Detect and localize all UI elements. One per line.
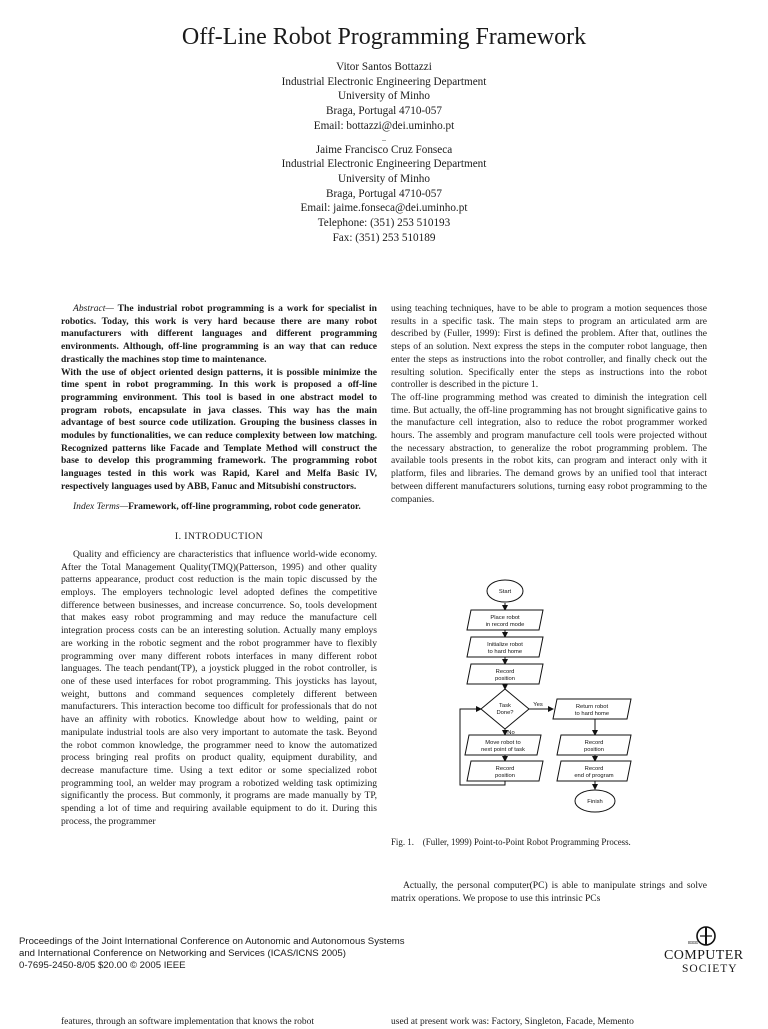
start-label: Start (498, 589, 512, 595)
ieee-text: IEEE (688, 940, 699, 945)
abstract: Abstract— The industrial robot programming is a work for specialist in robotics. Today, this work is very hard because there are many robot manufacturers with different languages and different programming environments. Although, off-line programming is an way that can reduce drastically the machines stop time to maintenance. (61, 303, 377, 365)
step-label: position (495, 676, 515, 682)
step-label: Initialize robot (487, 642, 523, 648)
author-block (0, 60, 768, 245)
right-paragraph-3: Actually, the personal computer(PC) is able to manipulate strings and solve matrix operations. We propose to use this intrinsic PCs (391, 880, 707, 904)
step-label: Record (495, 669, 515, 675)
author-university: University of Minho (338, 90, 430, 103)
figure-caption: Fig. 1. (Fuller, 1999) Point-to-Point Robot Programming Process. (391, 837, 631, 847)
decision-label: Done? (496, 710, 514, 716)
footer-line: Proceedings of the Joint International Conference on Autonomic and Autonomous Systems (19, 936, 405, 947)
step-label: Move robot to (485, 740, 521, 746)
step-label: to hard home (574, 711, 610, 717)
author-email: Email: bottazzi@dei.uminho.pt (313, 119, 455, 132)
yes-label: Yes (533, 702, 543, 708)
abstract-paragraph-1: The industrial robot programming is a work for specialist in robotics. Today, this work is very hard because there are many robot manufacturers with different languages and different programming environments. Although, off-line programming is an way that can reduce drastically the machines stop time to maintenance. (61, 303, 377, 365)
step-label: Return robot (575, 704, 609, 710)
step-label: to hard home (487, 649, 523, 655)
index-terms-text: Framework, off-line programming, robot code generator. (128, 500, 361, 512)
proceedings-footer (19, 936, 405, 972)
section-heading: I. INTRODUCTION (174, 531, 264, 543)
abstract-label: Abstract (73, 303, 106, 314)
step-label: next point of task (481, 747, 525, 753)
footer-copyright: 0-7695-2450-8/05 $20.00 © 2005 IEEE (19, 960, 186, 971)
abstract-paragraph-2: With the use of object oriented design patterns, it is possible minimize the time spent in robot programming. In this work is proposed a off-line programming environment. This tool is based in one abstract model to program robots, encapsulate in java classes. This way has the main advantage of best source code utilization. Grouping the business classes in modules by functionalities, we can reduce complexity between low matching. Recognized patterns like Facade and Template Method will construct the base to develop this programming framework. The programming robot languages tested in this work was Rapid, Karel and Melfa Basic IV, respectively languages used by ABB, Fanuc and Mitsubishi constructors. (61, 366, 377, 492)
step-label: in record mode (485, 622, 525, 628)
left-column (61, 303, 377, 828)
author-fax: Fax: (351) 253 510189 (332, 231, 436, 244)
decision-diamond (481, 689, 529, 729)
author-name: Jaime Francisco Cruz Fonseca (315, 143, 453, 156)
paper-title: Off-Line Robot Programming Framework (181, 24, 587, 50)
step-label: position (584, 747, 604, 753)
author-department: Industrial Electronic Engineering Department (281, 158, 487, 171)
decision-label: Task (499, 703, 511, 709)
finish-label: Finish (587, 799, 603, 805)
next-page-text-right: used at present work was: Factory, Singleton, Facade, Memento (391, 1017, 634, 1027)
logo-word-society: SOCIETY (682, 963, 738, 975)
author-separator: .. (382, 133, 386, 143)
ieee-emblem-icon (660, 924, 750, 950)
step-label: Record (495, 766, 515, 772)
index-terms-label: Index Terms (73, 500, 120, 512)
right-paragraph-2: The off-line programming method was created to diminish the integration cell time. But actually, the off-line programming has not brought significative gains to the manufacture cell integration, also to reduce the robot programmer worked hours. The assembly and program manufacture cell tools were projected without the necessary abstraction, to generalize the robot programming problem. The available tools presents in the robot kits, can program and interact only with it platform, files and libraries. The demand grows by an unified tool that interact between different manufacturers solutions, turning easy robot programming to the companies. (391, 391, 707, 505)
author-2 (0, 143, 768, 246)
author-1 (0, 60, 768, 134)
step-label: Place robot (490, 615, 520, 621)
footer-line: and International Conference on Networking and Services (ICAS/ICNS 2005) (19, 948, 346, 959)
no-label: No (507, 730, 515, 736)
author-address: Braga, Portugal 4710-057 (326, 105, 442, 118)
author-telephone: Telephone: (351) 253 510193 (317, 217, 451, 230)
step-label: position (495, 773, 515, 779)
computer-society-logo (660, 924, 750, 976)
flowchart-figure (455, 575, 675, 825)
logo-word-computer: COMPUTER (664, 948, 744, 963)
index-terms: Index Terms—Framework, off-line programming, robot code generator. (73, 500, 361, 512)
author-name: Vitor Santos Bottazzi (336, 61, 432, 73)
intro-paragraph: Quality and efficiency are characteristics that influence world-wide economy. After the Total Management Quality(TMQ)(Patterson, 1995) and other quality patterns appearance, product cost reduction is the main topic discussed by the employs. The employers technologic level adopted defines the competitive difference between businesses, and increase concurrence. So, tools development that makes easy robot programming and may reduce the manufacture cell integration process costs can be an interesting solution. Actually many employs are working in the robotic segment and the robot programmer have to flexibly programming over many different robots interfaces in many different robot languages. The teach pendant(TP), a joystick plugged in the robot controller, is one of these used interfaces for robot programming. This joysticks has layout, weight, buttons and command sequences completely different between manufacturers. This interaction become too difficult for professionals that do not have an affinity with robotics. Knowledge about how to welding, paint or manipulate industrial tools are also very important to automate the task. Beyond the robot common knowledge, the programmer need to know the automatized process bringing real profits on product quality, equipment durability, and decrease manufacture time. Using a text editor or some specialized robot programming tool, an welder may program a robotized welding task optimizing significantly the process. But commonly, it programs are made manually by TP, spending a lot of time and requiring available equipment to do it. During this process, the programmer (61, 548, 377, 827)
author-address: Braga, Portugal 4710-057 (326, 187, 442, 200)
next-page-text-left: features, through an software implementation that knows the robot (61, 1017, 315, 1027)
author-department: Industrial Electronic Engineering Department (281, 75, 487, 88)
step-label: end of program (574, 773, 614, 779)
step-label: Record (584, 766, 604, 772)
author-email: Email: jaime.fonseca@dei.uminho.pt (300, 202, 468, 215)
author-university: University of Minho (338, 172, 430, 185)
step-label: Record (584, 740, 604, 746)
right-paragraph-1: using teaching techniques, have to be able to program a motion sequences those results in a specific task. The main steps to program an articulated arm are described by (Fuller, 1999): First is defined the problem. After that, outlines the steps of an solution. Next express the steps in the computer robot language, then enter the steps as instructions into the robot controller, and finally check out the resulting solution. Specifically enter the steps as instructions into the robot controller is described in the picture 1. (391, 303, 707, 391)
right-column (391, 303, 707, 506)
